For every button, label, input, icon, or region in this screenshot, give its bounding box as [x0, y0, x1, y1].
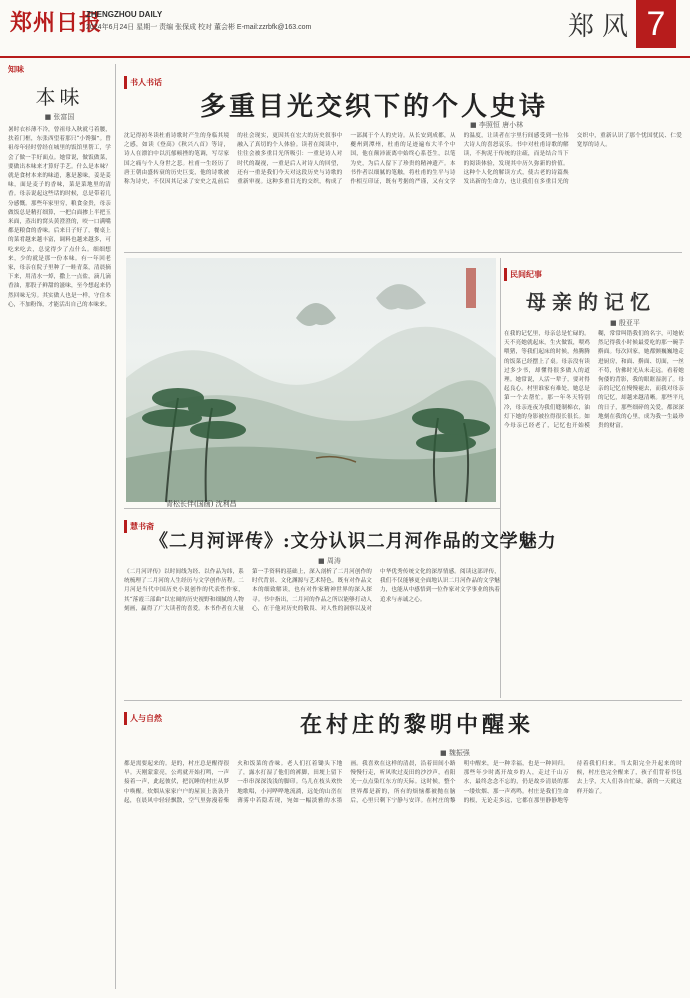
page-number: 7: [636, 0, 676, 48]
mid-article-body: 《二月河评传》以时间线为经、以作品为纬，系统梳理了二月河的人生经历与文学创作历程。二月河是当代中国历史小说创作的代表性作家，其“落霞三部曲”以宏阔的历史视野和细腻的人物刻画，赢得了广大读者的喜爱。本书作者在大量第一手资料的基础上，深入剖析了二月河创作的时代背景、文化渊源与艺术特色，既有对作品文本的细致解读，也有对作家精神世界的深入探寻。书中指出，二月河的作品之所以能够打动人心，在于他对历史的敬畏、对人性的洞察以及对中华优秀传统文化的深厚情感。阅读这部评传，我们不仅能够更全面地认识二月河作品的文学魅力，也能从中感悟到一位作家对文学事业的执着追求与赤诚之心。: [124, 569, 500, 612]
right-article-tag: 民间纪事: [504, 262, 545, 281]
mid-article-author: ■ 周涛: [318, 557, 341, 565]
left-article-body: 暑时衣衫薄不冷，曾祖母入秋就弓着腰，扶着门框，东张西望着那只“小馋猫”。曾祖母年轻时曾经在城里的饭馆里帮工，学会了做一手好面点。她常说，做饭做菜，要做出本味来才算好手艺。什么是本味？就是食材本来的味道，葱是葱味，姜是姜味，面是麦子的香味，菜是菜地里的清香。母亲说起这些话的时候，总是带着几分感慨。那些年家里穷，粮食金贵，母亲做饭总是精打细算，一把白面掺上半把玉米面，蒸出的窝头黄澄澄的，咬一口满嘴都是粮食的香味。后来日子好了，餐桌上的菜肴越来越丰富，调料也越来越多，可吃来吃去，总觉得少了点什么。细细想来，少的就是那一份本味。有一年回老家，母亲在院子里种了一畦青菜，清晨摘下来，用清水一焯，撒上一点盐，滴几滴香油，那股子鲜甜的滋味，至今想起来仍然回味无穷。其实做人也是一样，守住本心，不加粉饰，才能活出自己的本味来。: [8, 127, 111, 308]
painting-caption: 青松长伴(国画) 沈利昌: [166, 500, 237, 508]
section-divider: [124, 700, 682, 701]
section-divider: [124, 508, 500, 509]
main-article-tag: 书人书话: [124, 70, 165, 89]
left-column-article: [8, 64, 116, 989]
left-article-tag: 知味: [8, 65, 24, 74]
painting-image: [126, 258, 496, 502]
newspaper-logo: 郑州日报: [10, 10, 103, 36]
bottom-article-tag: 人与自然: [124, 706, 165, 725]
newspaper-logo-english: ZHENGZHOU DAILY: [86, 10, 163, 19]
main-article-body: 沈记得初冬读杜甫诗歌时产生的身临其境之感，如读《登高》《秋兴八首》等诗，诗人在漂泊中以沉郁顿挫的笔调，写尽家国之痛与个人身世之悲。杜甫一生经历了唐王朝由盛转衰的历史巨变，他的诗歌被称为诗史，不仅因其记录了安史之乱前后的社会现实，更因其在宏大的历史叙事中融入了真切的个人体验。读者在阅读中，往往会被多重目光所吸引：一重是诗人对时代的凝视，一重是后人对诗人的回望，还有一重是我们今天对这段历史与诗歌的重新审视。这种多重目光的交织，构成了一部属于个人的史诗。从长安到成都，从夔州到潭州，杜甫的足迹遍布大半个中国，他在颠沛流离中始终心系苍生，以笔为史，为后人留下了珍贵的精神遗产。本书作者以细腻的笔触，将杜甫的生平与诗作相互印证，既有考据的严谨，又有文学的温度，让读者在字里行间感受到一位伟大诗人的喜怒哀乐。书中对杜甫诗歌的解读，不拘泥于传统的注疏，而是结合当下的阅读体验，发现其中历久弥新的价值。这种个人化的解读方式，使古老的诗篇焕发出新的生命力，也让我们在多重目光的交织中，重新认识了那个忧国忧民、仁爱宽厚的诗人。: [124, 133, 682, 186]
bottom-article-author: ■ 魏振强: [440, 749, 470, 757]
publication-info: 2024年6月24日 星期一 责编 张保成 校对 董会彬 E-mail:zzrbfk@163.com: [86, 24, 312, 31]
left-article-author: ■ 张富国: [44, 113, 75, 121]
right-article-body: 在我的记忆里，母亲总是忙碌的。天不亮她就起床，生火做饭，喂鸡喂猪，等我们起床的时候，热腾腾的饭菜已经摆上了桌。母亲没有读过多少书，却懂得很多做人的道理。她常说，人活一辈子，要对得起良心。村里谁家有难处，她总是第一个去帮忙。那一年冬天特别冷，母亲连夜为我们缝制棉衣，油灯下她的身影被拉得很长很长。如今母亲已经老了，记忆也开始模糊，常常叫错我们的名字，可她依然记得我小时候最爱吃的那一碗手擀面。每次回家，她都颤巍巍地走进厨房，和面、擀面、切面，一丝不苟，仿佛时光从未走远。看着她佝偻的背影，我的眼眶湿润了。母亲的记忆在慢慢褪去，而我对母亲的记忆，却越来越清晰。那些平凡的日子，那些细碎的关爱，都深深地刻在我的心里，成为我一生最珍贵的财富。: [504, 331, 684, 430]
column-divider: [500, 258, 501, 698]
bottom-article-body: 都是需要起来的。是的，村庄总是醒得很早。天刚蒙蒙亮，公鸡就开始打鸣，一声接着一声，此起彼伏，把沉睡的村庄从梦中唤醒。炊烟从家家户户的屋顶上袅袅升起，在晨风中轻轻飘散，空气里弥漫着柴火和饭菜的香味。老人们扛着锄头下地了，露水打湿了他们的裤脚，田埂上留下一串串深深浅浅的脚印。鸟儿在枝头欢快地歌唱，小河哗哗地流淌，远处的山峦在薄雾中若隐若现，宛如一幅淡雅的水墨画。我喜欢在这样的清晨，沿着田间小路慢慢行走，听风吹过麦田的沙沙声，看阳光一点点染红东方的天际。这时候，整个世界都是新的，所有的烦恼都被抛在脑后，心里只剩下宁静与安详。在村庄的黎明中醒来，是一种幸福，也是一种回归。那些年少时离开故乡的人，走过千山万水，最终念念不忘的，仍是故乡清晨的那一缕炊烟、那一声鸡鸣。村庄是我们生命的根，无论走多远，它都在那里静静地等待着我们归来。当太阳完全升起来的时候，村庄也完全醒来了，孩子们背着书包去上学，大人们各自忙碌，新的一天就这样开始了。: [124, 761, 682, 804]
bottom-article-title: 在村庄的黎明中醒来: [300, 712, 535, 738]
section-name: 郑风: [568, 12, 637, 42]
main-article-title: 多重目光交织下的个人史诗: [200, 92, 549, 122]
masthead: [0, 0, 690, 58]
right-article-title: 母亲的记忆: [526, 290, 656, 314]
mid-article-tag: 慧书斋: [124, 514, 157, 533]
section-divider: [124, 252, 682, 253]
right-article-author: ■ 殷亚平: [610, 319, 640, 327]
painting-landscape-drawing: [126, 258, 496, 502]
left-article-title: 本味: [35, 85, 84, 109]
mid-article-title: 《二月河评传》:文分认识二月河作品的文学魅力: [150, 531, 557, 552]
main-article-author: ■ 李照恒 唐小林: [470, 121, 524, 129]
